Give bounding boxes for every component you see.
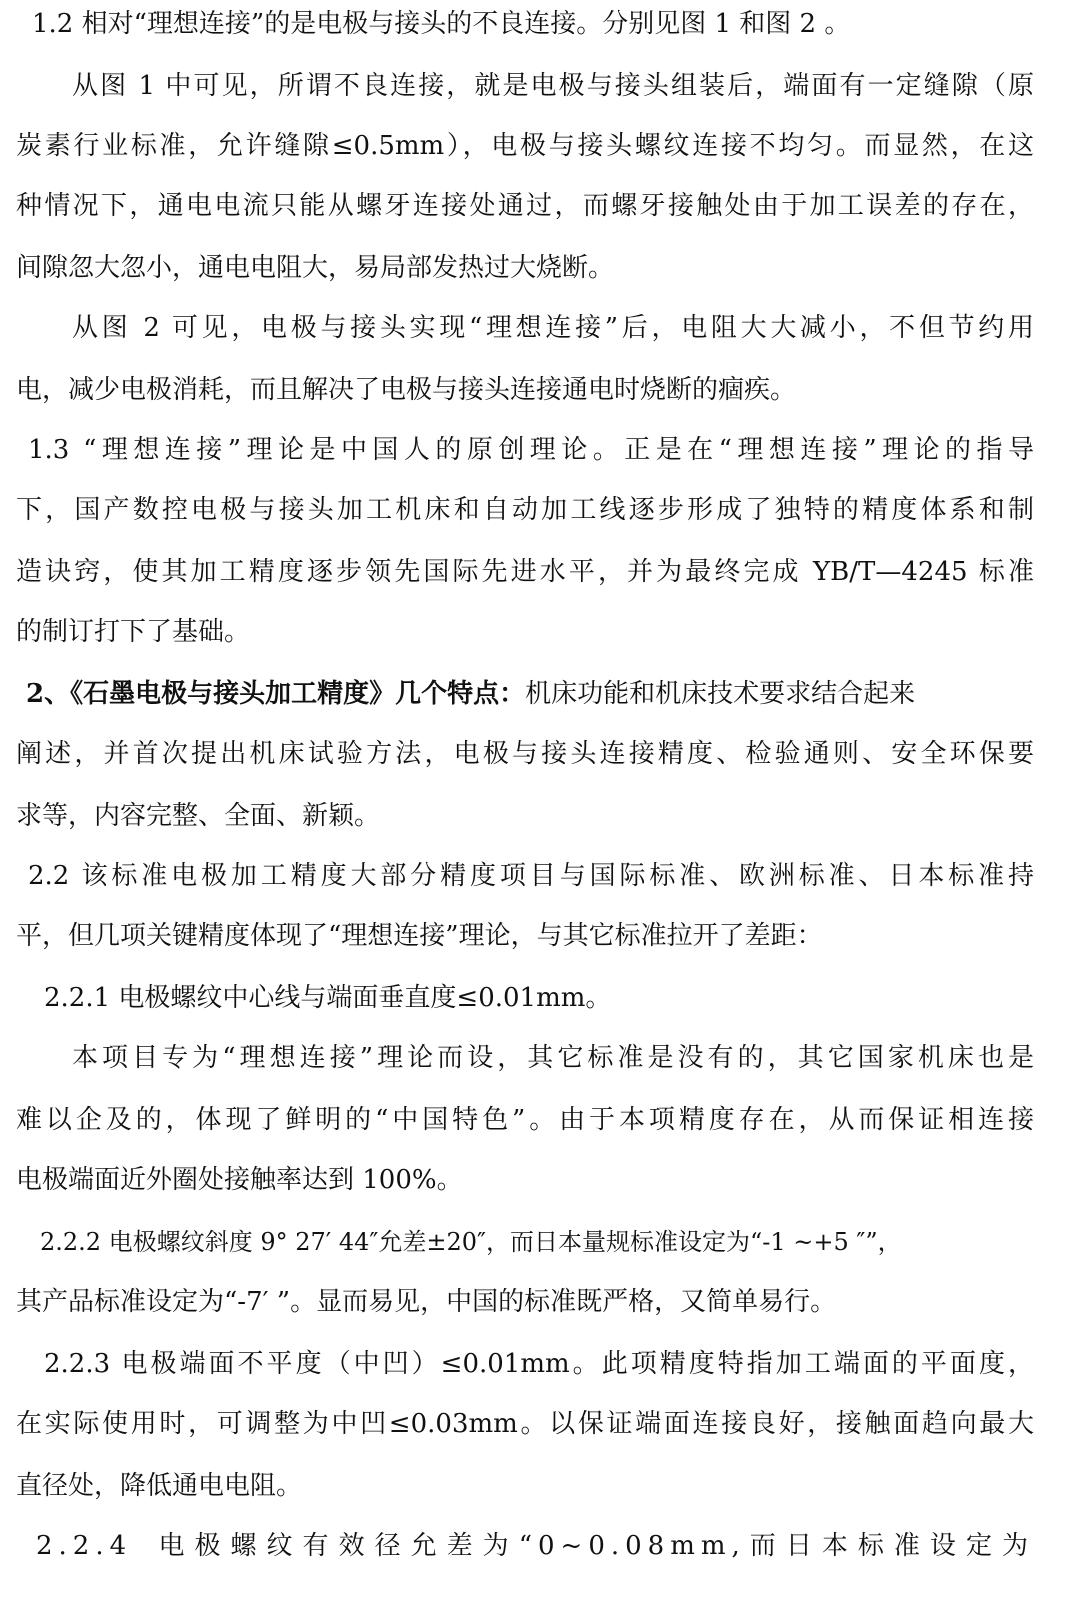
paragraph-line: 阐述，并首次提出机床试验方法，电极与接头连接精度、检验通则、安全环保要 xyxy=(16,739,1034,769)
paragraph-line: 种情况下，通电电流只能从螺牙连接处通过，而螺牙接触处由于加工误差的存在， xyxy=(16,191,1034,221)
paragraph-1-2: 1.2 相对“理想连接”的是电极与接头的不良连接。分别见图 1 和图 2 。 xyxy=(32,9,851,39)
paragraph-2-2-4: 2.2.4 电极螺纹有效径允差为“0~0.08mm,而日本标准设定为 xyxy=(36,1531,1034,1561)
paragraph-line: 电极端面近外圈处接触率达到 100%。 xyxy=(16,1165,463,1195)
paragraph-line: 下，国产数控电极与接头加工机床和自动加工线逐步形成了独特的精度体系和制 xyxy=(16,495,1034,525)
paragraph-1-3: 1.3 “理想连接”理论是中国人的原创理论。正是在“理想连接”理论的指导 xyxy=(28,435,1034,465)
paragraph-line: 求等，内容完整、全面、新颖。 xyxy=(16,801,381,831)
paragraph-line: 炭素行业标准，允许缝隙≤0.5mm），电极与接头螺纹连接不均匀。而显然，在这 xyxy=(16,131,1034,161)
paragraph-line: 平，但几项关键精度体现了“理想连接”理论，与其它标准拉开了差距： xyxy=(16,921,823,951)
paragraph-2-2: 2.2 该标准电极加工精度大部分精度项目与国际标准、欧洲标准、日本标准持 xyxy=(28,861,1034,891)
paragraph-line: 间隙忽大忽小，通电电阻大，易局部发热过大烧断。 xyxy=(16,253,615,283)
paragraph-line: 造诀窍，使其加工精度逐步领先国际先进水平，并为最终完成 YB/T—4245 标准 xyxy=(16,557,1034,587)
paragraph-2-2-2: 2.2.2 电极螺纹斜度 9° 27′ 44″允差±20″，而日本量规标准设定为“-1 ~+5 ″”， xyxy=(40,1228,902,1256)
paragraph-line: 的制订打下了基础。 xyxy=(16,617,251,647)
section-2-text: 机床功能和机床技术要求结合起来 xyxy=(525,679,916,709)
paragraph-line: 难以企及的，体现了鲜明的“中国特色”。由于本项精度存在，从而保证相连接 xyxy=(16,1105,1034,1135)
paragraph-2-2-3: 2.2.3 电极端面不平度（中凹）≤0.01mm。此项精度特指加工端面的平面度， xyxy=(44,1349,1034,1379)
paragraph-line: 本项目专为“理想连接”理论而设，其它标准是没有的，其它国家机床也是 xyxy=(72,1043,1034,1073)
paragraph-line: 在实际使用时，可调整为中凹≤0.03mm。以保证端面连接良好，接触面趋向最大 xyxy=(16,1409,1034,1439)
paragraph-line: 从图 2 可见，电极与接头实现“理想连接”后，电阻大大减小，不但节约用 xyxy=(72,313,1034,343)
paragraph-line: 从图 1 中可见，所谓不良连接，就是电极与接头组装后，端面有一定缝隙（原 xyxy=(72,71,1034,101)
paragraph-line: 电，减少电极消耗，而且解决了电极与接头连接通电时烧断的痼疾。 xyxy=(16,375,797,405)
paragraph-line: 直径处，降低通电电阻。 xyxy=(16,1471,303,1501)
paragraph-line: 其产品标准设定为“-7′ ”。显而易见，中国的标准既严格，又简单易行。 xyxy=(16,1287,837,1317)
paragraph-2-2-1: 2.2.1 电极螺纹中心线与端面垂直度≤0.01mm。 xyxy=(44,983,612,1013)
section-2-heading: 2、《石墨电极与接头加工精度》几个特点： xyxy=(26,679,526,709)
section-2-heading-line xyxy=(26,678,1034,710)
